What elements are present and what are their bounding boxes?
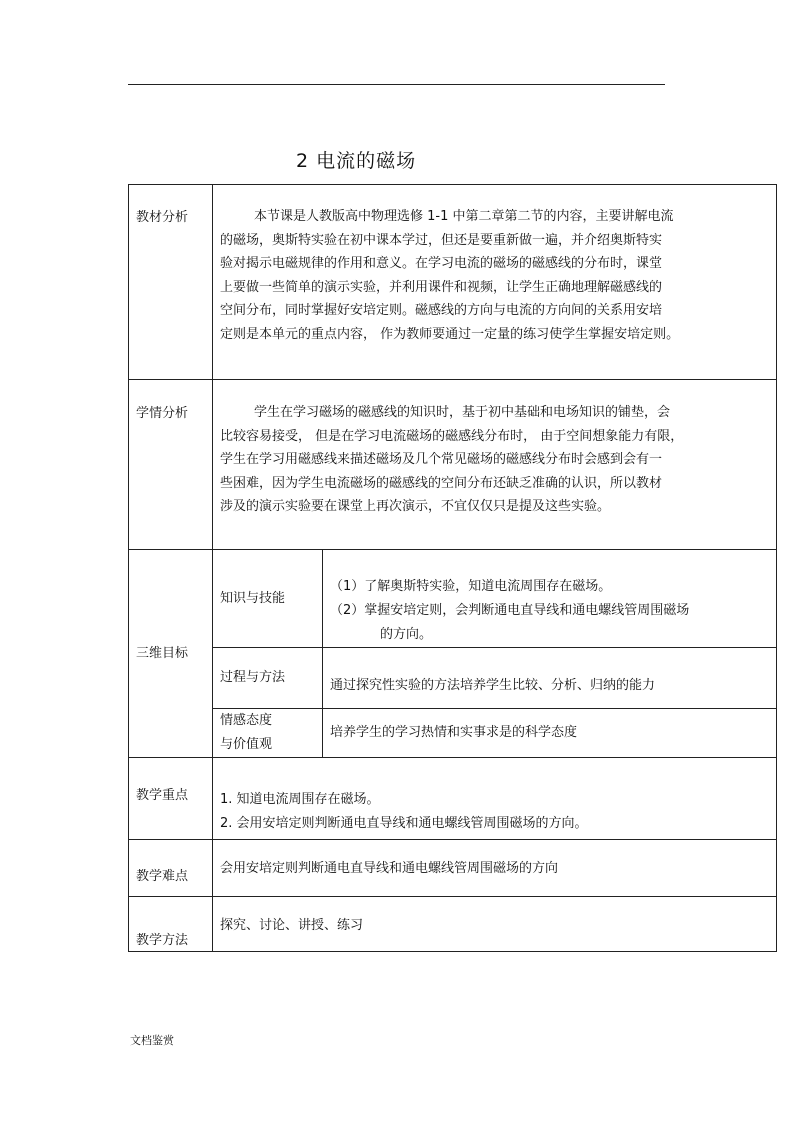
emotion-label-line1: 情感态度 [220, 713, 273, 728]
row-divider [128, 896, 777, 897]
analysis-line: 定则是本单元的重点内容， 作为教师要通过一定量的练习使学生掌握安培定则。 [220, 326, 680, 342]
method-label: 教学方法 [136, 933, 189, 948]
analysis-line: 空间分布，同时掌握好安培定则。磁感线的方向与电流的方向间的关系用安培 [220, 303, 663, 318]
header-rule [128, 84, 665, 85]
row-divider [212, 647, 777, 648]
key-line-2: 2. 会用安培定则判断通电直导线和通电螺线管周围磁场的方向。 [220, 816, 588, 831]
row-divider [128, 549, 777, 550]
analysis-line: 验对揭示电磁规律的作用和意义。在学习电流的磁场的磁感线的分布时，课堂 [220, 256, 663, 271]
row-divider [128, 757, 777, 758]
row-divider [128, 379, 777, 380]
process-label: 过程与方法 [220, 670, 286, 685]
knowledge-item-1: （1）了解奥斯特实验，知道电流周围存在磁场。 [330, 579, 612, 594]
key-line-1: 1. 知道电流周围存在磁场。 [220, 792, 380, 807]
analysis-line: 上要做一些简单的演示实验，并利用课件和视频，让学生正确地理解磁感线的 [220, 279, 663, 295]
analysis-line: 本节课是人教版高中物理选修 1-1 中第二章第二节的内容，主要讲解电流 [254, 209, 674, 224]
goals-sub-divider [322, 549, 323, 757]
situation-line: 学生在学习用磁感线来描述磁场及几个常见磁场的磁感线分布时会感到会有一 [220, 452, 663, 467]
row-divider [212, 708, 777, 709]
situation-line: 学生在学习磁场的磁感线的知识时，基于初中基础和电场知识的铺垫，会 [254, 405, 671, 420]
page-title: 2 电流的磁场 [296, 150, 417, 172]
situation-line: 比较容易接受， 但是在学习电流磁场的磁感线分布时， 由于空间想象能力有限， [220, 428, 684, 444]
situation-label: 学情分析 [136, 406, 189, 421]
analysis-text [220, 205, 679, 346]
label-column-divider [212, 184, 213, 952]
goals-label: 三维目标 [136, 646, 189, 661]
knowledge-item-2-cont: 的方向。 [380, 627, 433, 642]
emotion-label-line2: 与价值观 [220, 737, 273, 752]
analysis-label: 教材分析 [136, 210, 189, 225]
footer-text: 文档鉴赏 [130, 1034, 174, 1047]
situation-line: 涉及的演示实验要在课堂上再次演示，不宜仅仅只是提及这些实验。 [220, 499, 611, 514]
analysis-line: 的磁场，奥斯特实验在初中课本学过，但还是要重新做一遍，并介绍奥斯特实 [220, 232, 663, 248]
emotion-text: 培养学生的学习热情和实事求是的科学态度 [330, 725, 578, 740]
knowledge-item-2: （2）掌握安培定则，会判断通电直导线和通电螺线管周围磁场 [330, 603, 690, 618]
row-divider [128, 839, 777, 840]
method-text: 探究、讨论、讲授、练习 [220, 918, 364, 933]
knowledge-label: 知识与技能 [220, 591, 286, 606]
difficulty-label: 教学难点 [136, 869, 189, 884]
situation-line: 些困难，因为学生电流磁场的磁感线的空间分布还缺乏准确的认识，所以教材 [220, 475, 663, 491]
process-text: 通过探究性实验的方法培养学生比较、分析、归纳的能力 [330, 678, 656, 693]
key-label: 教学重点 [136, 788, 189, 803]
difficulty-text: 会用安培定则判断通电直导线和通电螺线管周围磁场的方向 [220, 861, 559, 876]
situation-text [220, 401, 683, 519]
